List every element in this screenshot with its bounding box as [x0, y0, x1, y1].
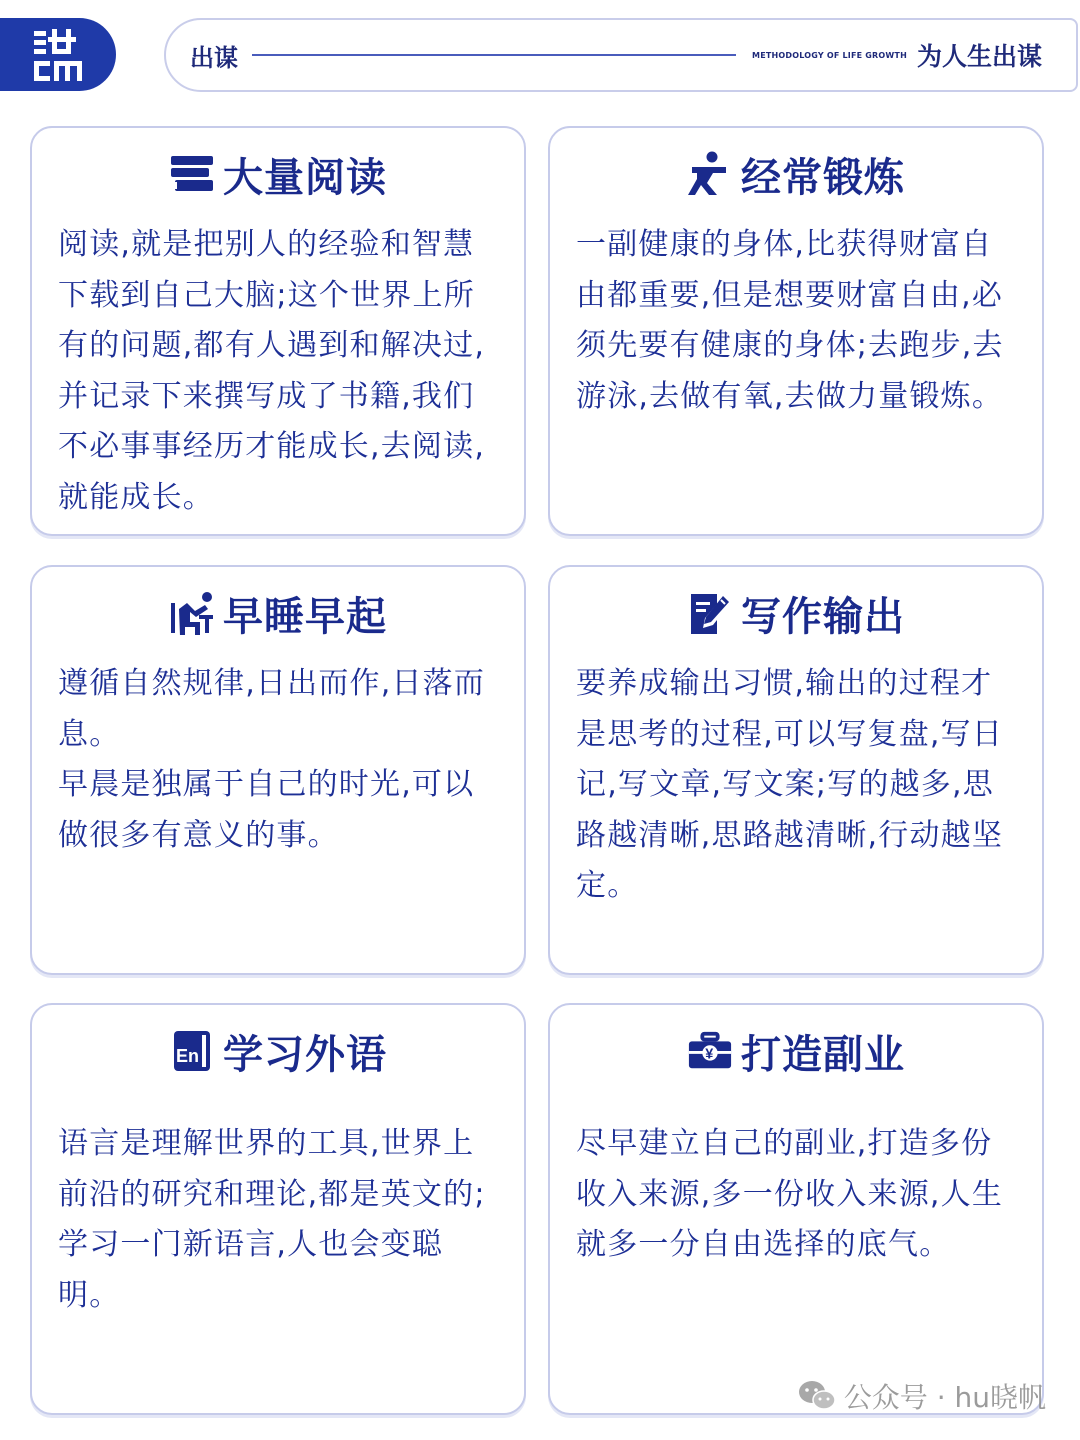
- card-paragraph: 遵循自然规律,日出而作,日落而息。: [58, 666, 486, 752]
- running-person-icon: [687, 151, 733, 197]
- card-title: 写作输出: [741, 593, 905, 640]
- brand-logo: [0, 18, 116, 91]
- card-body: [32, 1083, 524, 1321]
- card-heading: [32, 1019, 524, 1083]
- svg-text:¥: ¥: [705, 1046, 714, 1063]
- card-sleep: [30, 565, 526, 975]
- card-title: 打造副业: [741, 1031, 905, 1078]
- card-heading: [550, 581, 1042, 645]
- card-reading: [30, 126, 526, 536]
- svg-text:En: En: [176, 1046, 200, 1066]
- header-bar: [164, 18, 1078, 92]
- logo-glyph-icon: [32, 27, 84, 83]
- header-divider: [252, 54, 736, 56]
- watermark-text: 公众号 · hu晓帆: [843, 1381, 1046, 1414]
- card-heading: [32, 142, 524, 206]
- card-paragraph: 阅读,就是把别人的经验和智慧下载到自己大脑;这个世界上所有的问题,都有人遇到和解决过,并记录下来撰写成了书籍,我们不必事事经历才能成长,去阅读,就能成长。: [58, 227, 486, 515]
- english-book-icon: [169, 1028, 215, 1074]
- briefcase-yuan-icon: [687, 1028, 733, 1074]
- note-pen-icon: [687, 590, 733, 636]
- card-title: 大量阅读: [223, 154, 387, 201]
- card-body: [550, 206, 1042, 422]
- header-tagline: METHODOLOGY OF LIFE GROWTH: [752, 50, 907, 60]
- card-heading: [550, 142, 1042, 206]
- book-stack-icon: [169, 151, 215, 197]
- card-body: [32, 206, 524, 523]
- card-body: [32, 645, 524, 861]
- header-left-title: 出谋: [190, 43, 238, 72]
- header-right-title: 为人生出谋: [916, 42, 1042, 71]
- card-body: [550, 1083, 1042, 1271]
- card-paragraph: 早晨是独属于自己的时光,可以做很多有意义的事。: [58, 767, 475, 853]
- person-at-desk-icon: [169, 590, 215, 636]
- card-paragraph: 一副健康的身体,比获得财富自由都重要,但是想要财富自由,必须先要有健康的身体;去跑步,去游泳,去做有氧,去做力量锻炼。: [576, 227, 1004, 414]
- card-writing: [548, 565, 1044, 975]
- card-heading: [550, 1019, 1042, 1083]
- card-language: [30, 1003, 526, 1415]
- card-paragraph: 语言是理解世界的工具,世界上前沿的研究和理论,都是英文的;学习一门新语言,人也会变聪明。: [58, 1126, 486, 1313]
- card-sidejob: [548, 1003, 1044, 1415]
- wechat-icon: [798, 1379, 836, 1413]
- card-heading: [32, 581, 524, 645]
- card-title: 学习外语: [223, 1031, 387, 1078]
- card-paragraph: 尽早建立自己的副业,打造多份收入来源,多一份收入来源,人生就多一分自由选择的底气。: [576, 1126, 1004, 1262]
- card-body: [550, 645, 1042, 912]
- watermark: [798, 1376, 1046, 1416]
- card-title: 经常锻炼: [741, 154, 905, 201]
- card-title: 早睡早起: [223, 593, 387, 640]
- card-exercise: [548, 126, 1044, 536]
- card-paragraph: 要养成输出习惯,输出的过程才是思考的过程,可以写复盘,写日记,写文章,写文案;写的越多,思路越清晰,思路越清晰,行动越坚定。: [576, 666, 1004, 903]
